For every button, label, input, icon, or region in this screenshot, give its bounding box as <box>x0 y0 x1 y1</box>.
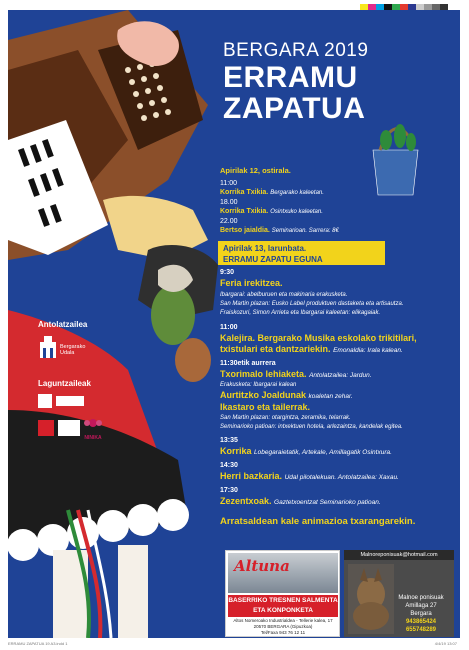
schedule-title-text: Herri bazkaria. <box>220 471 283 481</box>
ninika-flower-icon <box>76 416 110 430</box>
schedule-desc: Antolatzailea: Jardun. <box>309 372 372 379</box>
day2-heading: Apirilak 13, larunbata. <box>223 244 307 253</box>
organizer-logo-text: Bergarako Udala <box>60 344 86 356</box>
altuna-banner <box>228 595 338 617</box>
schedule-title <box>220 369 372 381</box>
pension-ad <box>344 550 454 637</box>
day1-heading: Apirilak 12, ostirala. <box>220 166 291 175</box>
title-line-1: ERRAMU <box>223 61 358 94</box>
sponsors-label: Laguntzaileak <box>38 379 91 388</box>
schedule-title-text: txistulari eta dantzariekin. <box>220 344 331 354</box>
event-time: 11:00 <box>220 180 237 187</box>
file-label: ERRAMU ZAPATUA 19 A3.indd 1 <box>8 641 68 646</box>
schedule-time: 11:30etik aurrera <box>220 360 276 367</box>
event-title: Bertso jaialdia. <box>220 227 270 234</box>
altuna-brand: Altuna <box>234 557 290 575</box>
day2-subheading: ERRAMU ZAPATU EGUNA <box>223 255 323 264</box>
schedule-title: Kalejira. Bergarako Musika eskolako trikitilari, <box>220 333 417 343</box>
sponsor-logo-3 <box>38 420 54 436</box>
event-desc: Seminarioan. Sarrera: 8€ <box>271 228 339 234</box>
title-block <box>223 40 368 124</box>
pension-street: Amillaga 27 <box>405 603 437 609</box>
schedule-desc: Fraiskozuri, Simon Arrieta eta Ibargarai kaleetan: elikagaiak. <box>220 310 381 316</box>
schedule-desc: Emonaldia: Irala kalean. <box>333 347 403 354</box>
ninika-logo-text: NINIKA <box>84 435 102 441</box>
day1-event <box>220 217 339 236</box>
schedule-title-text: Aurtitzko Joaldunak <box>220 390 307 400</box>
altuna-addr-line: Altos Nomeroako Industrialdea - Tellerie kalea, 17 <box>233 618 333 623</box>
schedule-title <box>220 390 353 402</box>
event-time: 22.00 <box>220 218 238 225</box>
schedule-title <box>220 496 381 508</box>
day1-event <box>220 198 323 217</box>
event-desc: Osintxuko kaleetan. <box>270 209 323 215</box>
schedule-time: 13:35 <box>220 437 238 444</box>
schedule-desc: Udal pilotalekuan. Antolatzailea: Xaxau. <box>284 474 399 481</box>
poster <box>8 10 460 638</box>
town-hall-icon <box>38 336 58 360</box>
schedule-title-text: Zezentxoak. <box>220 496 272 506</box>
title-year: BERGARA 2019 <box>223 40 369 61</box>
schedule-desc: Erakusketa: Ibargarai kalean <box>220 382 297 388</box>
schedule-desc: San Martin plazan: otargintza, zeramika, telarrak. <box>220 415 351 421</box>
organizer-logo <box>38 336 108 364</box>
pension-details <box>392 594 450 634</box>
schedule-time: 11:00 <box>220 324 238 331</box>
schedule-title: Ikastaro eta tailerrak. <box>220 402 311 412</box>
event-time: 18.00 <box>220 199 238 206</box>
closing-line: Arratsaldean kale animazioa txarangarekin. <box>220 516 416 527</box>
schedule-desc: Ibargarai: abelburuen eta makinaria erakusketa. <box>220 292 348 298</box>
schedule-title <box>220 471 399 483</box>
schedule-desc: koaletan zehar. <box>308 393 353 400</box>
altuna-phone: Tel/Faxa 943 76 12 11 <box>260 630 306 635</box>
organizer-label: Antolatzailea <box>38 320 88 329</box>
altuna-line: ETA KONPONKETA <box>253 607 313 614</box>
ninika-logo <box>76 416 110 441</box>
schedule-title-text: Korrika <box>220 446 252 456</box>
schedule-desc: Gaztetxoentzat Seminarioko patioan. <box>274 499 381 506</box>
title-line-2: ZAPATUA <box>223 92 366 125</box>
pension-town: Bergara <box>410 611 432 617</box>
schedule-desc: Seminarioko patioan: intxektuen hotela, arlezaintza, kandelak egitea. <box>220 424 403 430</box>
sponsor-logo-2 <box>56 396 84 406</box>
schedule-title: Feria irekitzea. <box>220 278 283 288</box>
schedule-title <box>220 446 392 458</box>
schedule-time: 14:30 <box>220 462 238 469</box>
date-label: 4/4/19 13:07 <box>434 641 457 646</box>
day1-event <box>220 179 324 198</box>
event-desc: Bergarako kaleetan. <box>270 190 324 196</box>
pension-name: Malnoe ponisuak <box>398 595 444 601</box>
pension-email: Malnoreponisuak@hotmail.com <box>344 550 454 560</box>
schedule-title-text: Txorimalo lehiaketa. <box>220 369 307 379</box>
schedule-time: 9:30 <box>220 269 235 276</box>
event-title: Korrika Txikia. <box>220 189 269 196</box>
schedule-title <box>220 344 403 356</box>
altuna-ad <box>225 550 340 637</box>
schedule-desc: Lobegaraietatik, Artekale, Amillagatik Osintxura. <box>254 449 392 456</box>
altuna-address <box>228 618 338 636</box>
pension-phone: 655748289 <box>405 627 437 633</box>
schedule-desc: San Martin plazan: Eusko Label produktuen dastaketa eta artisautza. <box>220 301 404 307</box>
altuna-addr-line: 20570 BERGARA (Gipuzkoa) <box>253 624 313 629</box>
altuna-line: BASERRIKO TRESNEN SALMENTA <box>228 597 338 604</box>
day2-heading-box <box>218 241 385 265</box>
sponsor-logo-1 <box>38 394 52 408</box>
schedule-time: 17:30 <box>220 487 238 494</box>
pension-phone: 943865424 <box>405 619 437 625</box>
event-title: Korrika Txikia. <box>220 208 269 215</box>
dog-photo <box>348 564 394 634</box>
